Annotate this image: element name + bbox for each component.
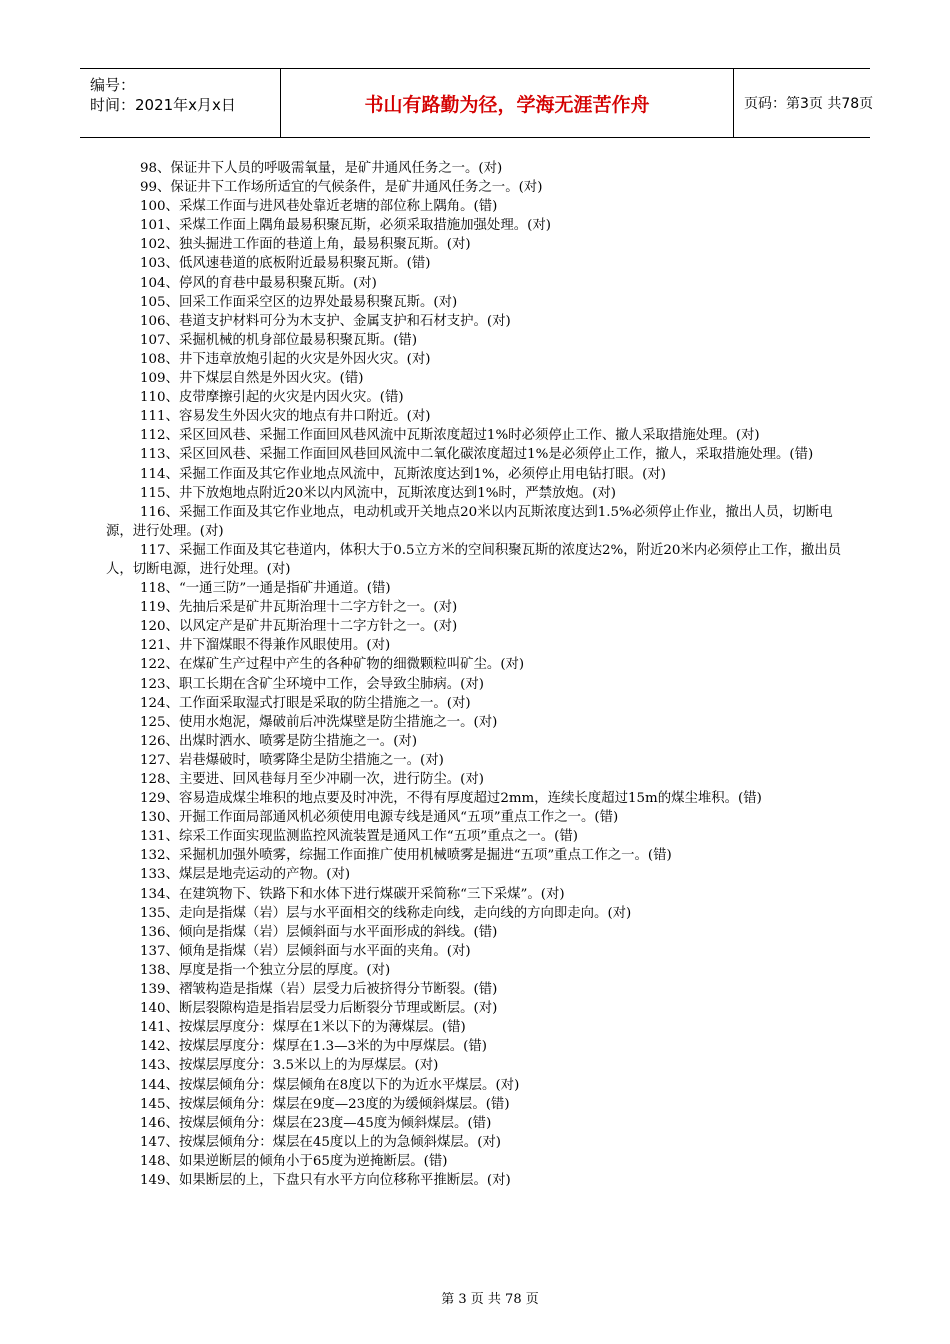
list-item: 121、井下溜煤眼不得兼作风眼使用。(对) [140, 638, 391, 654]
list-item: 139、褶皱构造是指煤（岩）层受力后被挤得分节断裂。(错) [140, 982, 498, 998]
list-item: 148、如果逆断层的倾角小于65度为逆掩断层。(错) [140, 1153, 448, 1169]
list-item: 109、井下煤层自然是外因火灾。(错) [140, 371, 364, 387]
list-item: 104、停风的育巷中最易积聚瓦斯。(对) [140, 275, 377, 291]
list-item: 98、保证井下人员的呼吸需氧量，是矿井通风任务之一。(对) [140, 161, 503, 176]
list-item: 113、采区回风巷、采掘工作面回风巷回风流中二氧化碳浓度超过1%是必须停止工作，撤人，采取措施处理。(错) [140, 447, 814, 463]
list-item: 111、容易发生外因火灾的地点有井口附近。(对) [140, 409, 431, 425]
list-item: 124、工作面采取湿式打眼是采取的防尘措施之一。(对) [140, 695, 471, 711]
list-item: 131、综采工作面实现监测监控风流装置是通风工作“五项”重点之一。(错) [140, 829, 579, 845]
page-footer: 第 3 页 共 78 页 [441, 1292, 539, 1307]
question-list [106, 159, 858, 1190]
document-date: 时间：2021年x月x日 [90, 96, 236, 114]
list-item: 136、倾向是指煤（岩）层倾斜面与水平面形成的斜线。(错) [140, 924, 498, 940]
list-item: 142、按煤层厚度分：煤厚在1.3—3米的为中厚煤层。(错) [140, 1039, 488, 1055]
list-item: 119、先抽后采是矿井瓦斯治理十二字方针之一。(对) [140, 600, 458, 616]
list-item: 147、按煤层倾角分：煤层在45度以上的为急倾斜煤层。(对) [140, 1134, 502, 1150]
list-item: 115、井下放炮地点附近20米以内风流中，瓦斯浓度达到1%时，严禁放炮。(对) [140, 485, 617, 501]
list-item: 100、采煤工作面与进风巷处靠近老塘的部位称上隅角。(错) [140, 199, 498, 215]
list-item: 102、独头掘进工作面的巷道上角，最易积聚瓦斯。(对) [140, 237, 471, 253]
list-item: 129、容易造成煤尘堆积的地点要及时冲洗，不得有厚度超过2mm，连续长度超过15m的煤尘堆积。(错) [140, 791, 762, 807]
list-item: 130、开掘工作面局部通风机必须使用电源专线是通风“五项”重点工作之一。(错) [140, 810, 619, 826]
list-item: 143、按煤层厚度分：3.5米以上的为厚煤层。(对) [140, 1058, 439, 1074]
list-item: 116、采掘工作面及其它作业地点，电动机或开关地点20米以内瓦斯浓度达到1.5%必须停止作业，撤出人员，切断电源，进行处理。(对) [106, 504, 833, 539]
list-item: 149、如果断层的上，下盘只有水平方向位移称平推断层。(对) [140, 1172, 511, 1188]
document-number: 编号： [90, 76, 136, 94]
list-item: 118、“一通三防”一通是指矿井通道。(错) [140, 581, 391, 597]
list-item: 140、断层裂隙构造是指岩层受力后断裂分节理或断层。(对) [140, 1001, 498, 1017]
header-motto-cell [281, 69, 734, 137]
list-item: 99、保证井下工作场所适宜的气候条件，是矿井通风任务之一。(对) [140, 180, 543, 196]
header-page-number: 页码：第3页 共78页 [744, 96, 874, 112]
list-item: 110、皮带摩擦引起的火灾是内因火灾。(错) [140, 390, 404, 406]
list-item: 120、以风定产是矿井瓦斯治理十二字方针之一。(对) [140, 619, 458, 635]
list-item: 112、采区回风巷、采掘工作面回风巷风流中瓦斯浓度超过1%时必须停止工作、撤人采取措施处理。(对) [140, 428, 760, 444]
list-item: 126、出煤时洒水、喷雾是防尘措施之一。(对) [140, 733, 418, 749]
motto: 书山有路勤为径，学海无涯苦作舟 [364, 93, 650, 116]
list-item: 103、低风速巷道的底板附近最易积聚瓦斯。(错) [140, 256, 431, 272]
header-page-cell [734, 69, 874, 137]
list-item: 127、岩巷爆破时，喷雾降尘是防尘措施之一。(对) [140, 752, 444, 768]
list-item: 108、井下违章放炮引起的火灾是外因火灾。(对) [140, 351, 431, 367]
header-info [80, 69, 281, 137]
list-item: 137、倾角是指煤（岩）层倾斜面与水平面的夹角。(对) [140, 943, 471, 959]
page-header [80, 68, 874, 138]
list-item: 134、在建筑物下、铁路下和水体下进行煤碳开采简称“三下采煤”。(对) [140, 886, 565, 902]
list-item: 122、在煤矿生产过程中产生的各种矿物的细微颗粒叫矿尘。(对) [140, 657, 525, 673]
list-item: 146、按煤层倾角分：煤层在23度—45度为倾斜煤层。(错) [140, 1115, 492, 1131]
list-item: 107、采掘机械的机身部位最易积聚瓦斯。(错) [140, 332, 418, 348]
list-item: 105、回采工作面采空区的边界处最易积聚瓦斯。(对) [140, 294, 458, 310]
list-item: 101、采煤工作面上隅角最易积聚瓦斯，必须采取措施加强处理。(对) [140, 218, 551, 234]
list-item: 106、巷道支护材料可分为木支护、金属支护和石材支护。(对) [140, 313, 511, 329]
list-item: 114、采掘工作面及其它作业地点风流中，瓦斯浓度达到1%，必须停止用电钻打眼。(对) [140, 466, 666, 482]
list-item: 132、采掘机加强外喷雾，综掘工作面推广使用机械喷雾是掘进“五项”重点工作之一。(错) [140, 848, 672, 864]
list-item: 144、按煤层倾角分：煤层倾角在8度以下的为近水平煤层。(对) [140, 1077, 520, 1093]
list-item: 138、厚度是指一个独立分层的厚度。(对) [140, 962, 391, 978]
list-item: 145、按煤层倾角分：煤层在9度—23度的为缓倾斜煤层。(错) [140, 1096, 510, 1112]
list-item: 125、使用水炮泥，爆破前后冲洗煤壁是防尘措施之一。(对) [140, 714, 498, 730]
list-item: 117、采掘工作面及其它巷道内，体积大于0.5立方米的空间积聚瓦斯的浓度达2%，附近20米内必须停止工作，撤出员人，切断电源，进行处理。(对) [106, 542, 842, 577]
list-item: 123、职工长期在含矿尘环境中工作，会导致尘肺病。(对) [140, 676, 484, 692]
list-item: 133、煤层是地壳运动的产物。(对) [140, 867, 351, 883]
list-item: 141、按煤层厚度分：煤厚在1米以下的为薄煤层。(错) [140, 1020, 466, 1036]
list-item: 135、走向是指煤（岩）层与水平面相交的线称走向线，走向线的方向即走向。(对) [140, 905, 632, 921]
list-item: 128、主要进、回风巷每月至少冲刷一次，进行防尘。(对) [140, 772, 484, 787]
